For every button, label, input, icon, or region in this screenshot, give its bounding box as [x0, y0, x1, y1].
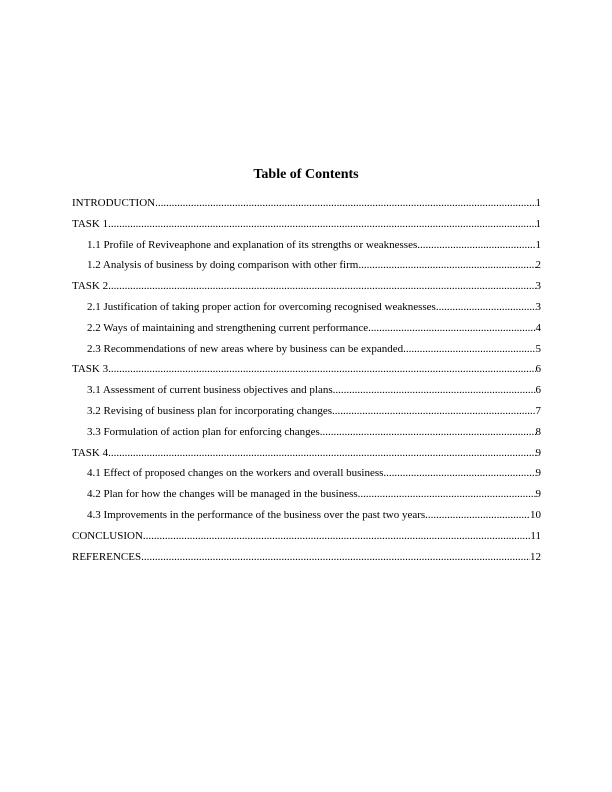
toc-leader-dots: [436, 300, 536, 314]
toc-entry-text: CONCLUSION: [72, 529, 143, 542]
toc-entry-text: 3.1 Assessment of current business objectives and plans: [87, 384, 333, 397]
toc-entry-page: 1: [535, 217, 541, 230]
toc-leader-dots: [320, 425, 536, 439]
toc-leader-dots: [425, 508, 530, 522]
toc-entry-4-1[interactable]: [72, 466, 541, 487]
toc-entry-task-2[interactable]: [72, 279, 541, 300]
table-of-contents: [72, 196, 541, 570]
toc-entry-page: 7: [535, 404, 541, 417]
toc-title: Table of Contents: [253, 167, 359, 182]
toc-leader-dots: [108, 446, 535, 460]
toc-entry-page: 1: [535, 238, 541, 251]
toc-entry-introduction[interactable]: [72, 196, 541, 217]
toc-entry-page: 10: [530, 508, 541, 521]
toc-entry-page: 5: [535, 342, 541, 355]
toc-leader-dots: [358, 258, 535, 272]
toc-entry-text: 2.2 Ways of maintaining and strengthening current performance: [87, 321, 369, 334]
toc-entry-text: INTRODUCTION: [72, 197, 156, 209]
toc-entry-task-1[interactable]: [72, 217, 541, 238]
toc-entry-page: 9: [535, 467, 541, 480]
toc-entry-3-3[interactable]: [72, 425, 541, 446]
toc-leader-dots: [333, 383, 536, 397]
toc-entry-references[interactable]: [72, 550, 541, 571]
toc-entry-page: 3: [535, 280, 541, 293]
toc-entry-text: 4.2 Plan for how the changes will be managed in the business: [87, 488, 358, 501]
toc-entry-text: TASK 3: [72, 363, 109, 376]
toc-entry-text: 3.3 Formulation of action plan for enforcing changes: [87, 425, 320, 438]
toc-entry-text: 1.1 Profile of Reviveaphone and explanation of its strengths or weaknesses: [87, 238, 418, 251]
toc-entry-text: TASK 2: [72, 280, 109, 293]
toc-entry-text: 3.2 Revising of business plan for incorporating changes: [87, 404, 333, 417]
toc-entry-conclusion[interactable]: [72, 529, 541, 550]
toc-entry-text: TASK 4: [72, 446, 109, 459]
toc-leader-dots: [332, 404, 535, 418]
toc-entry-2-3[interactable]: [72, 342, 541, 363]
toc-entry-2-1[interactable]: [72, 300, 541, 321]
toc-entry-page: 1: [535, 197, 541, 209]
toc-entry-page: 9: [535, 446, 541, 459]
toc-entry-text: 2.3 Recommendations of new areas where by business can be expanded: [87, 342, 404, 355]
toc-leader-dots: [143, 529, 531, 543]
toc-entry-text: 1.2 Analysis of business by doing comparison with other firm: [87, 259, 359, 272]
toc-entry-text: 2.1 Justification of taking proper action for overcoming recognised weaknesses: [87, 300, 436, 313]
toc-leader-dots: [368, 321, 535, 335]
toc-leader-dots: [141, 550, 530, 564]
toc-leader-dots: [358, 487, 536, 501]
toc-entry-page: 8: [535, 425, 541, 438]
toc-entry-page: 6: [535, 384, 541, 397]
toc-entry-text: 4.3 Improvements in the performance of the business over the past two years: [87, 508, 426, 521]
toc-leader-dots: [108, 362, 535, 376]
toc-entry-3-1[interactable]: [72, 383, 541, 404]
toc-leader-dots: [417, 238, 535, 252]
toc-leader-dots: [383, 466, 535, 480]
toc-leader-dots: [108, 279, 535, 293]
toc-leader-dots: [108, 217, 535, 231]
toc-entry-3-2[interactable]: [72, 404, 541, 425]
toc-entry-page: 12: [530, 550, 541, 563]
toc-entry-task-3[interactable]: [72, 362, 541, 383]
toc-entry-text: REFERENCES: [72, 550, 142, 563]
toc-entry-2-2[interactable]: [72, 321, 541, 342]
toc-entry-text: TASK 1: [72, 217, 109, 230]
toc-entry-1-1[interactable]: [72, 238, 541, 259]
toc-entry-task-4[interactable]: [72, 446, 541, 467]
toc-entry-page: 6: [535, 363, 541, 376]
toc-entry-page: 9: [535, 488, 541, 501]
toc-entry-page: 2: [535, 259, 541, 272]
toc-entry-page: 3: [535, 300, 541, 313]
toc-entry-page: 4: [535, 321, 541, 334]
toc-leader-dots: [155, 196, 535, 210]
toc-entry-text: 4.1 Effect of proposed changes on the workers and overall business: [87, 467, 384, 480]
toc-entry-page: 11: [530, 529, 541, 542]
toc-entry-4-2[interactable]: [72, 487, 541, 508]
toc-entry-4-3[interactable]: [72, 508, 541, 529]
toc-leader-dots: [403, 342, 535, 356]
toc-entry-1-2[interactable]: [72, 258, 541, 279]
